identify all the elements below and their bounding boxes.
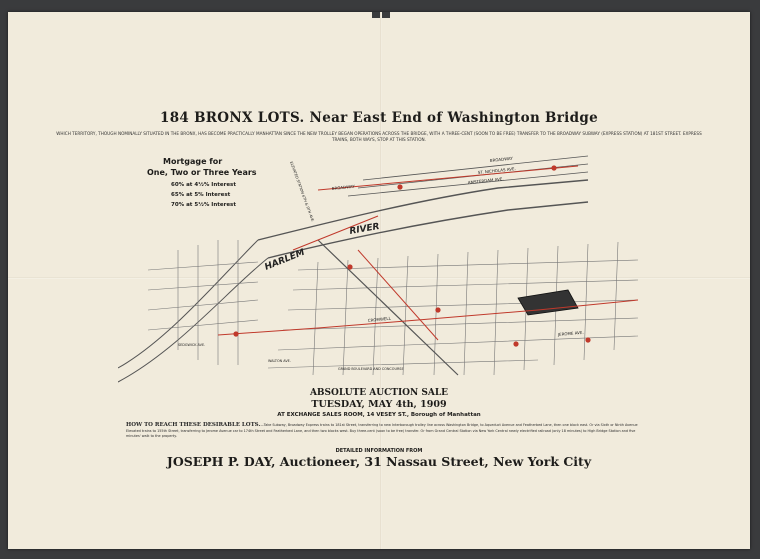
page-title: 184 BRONX LOTS. Near East End of Washington Bridge (160, 110, 598, 126)
street-label-broadway-2: BROADWAY (331, 183, 356, 191)
street-label-cromwell: CROMWELL (367, 315, 392, 323)
street-label-jerome: JEROME AVE. (557, 329, 584, 337)
auction-date: TUESDAY, MAY 4th, 1909 (311, 399, 447, 410)
street-label-sedgwick: SEDGWICK AVE. (178, 343, 206, 347)
creek (118, 258, 268, 382)
street-label-broadway: BROADWAY (489, 155, 514, 163)
subtitle: WHICH TERRITORY, THOUGH NOMINALLY SITUATED IN THE BRONX, HAS BECOME PRACTICALLY MANHATTAN SINCE THE NEW TROLLEY BEGAN OPERATIONS ACROSS THE BRIDGE, WITH A THREE-CENT (SOON TO BE FREE) TRANSFER TO THE BROADWAY SUBWAY (EXPRESS STATION) AT 181ST STREET. EXPRESS TRAINS, BOTH WAYS, STOP AT THIS STATION. (56, 131, 702, 142)
station-marker (347, 264, 352, 269)
river-bank-south (268, 202, 588, 258)
mortgage-heading-line2: One, Two or Three Years (147, 168, 257, 177)
station-marker (513, 341, 518, 346)
bronx-lots-map (118, 150, 658, 386)
station-marker (435, 307, 440, 312)
auction-headline: ABSOLUTE AUCTION SALE (309, 388, 449, 398)
mortgage-rate-1: 60% at 4½% Interest (171, 182, 236, 188)
red-route-diagonal (358, 250, 438, 340)
auctioneer-line: JOSEPH P. DAY, Auctioneer, 31 Nassau Street, New York City (166, 454, 592, 469)
street-label-st-nicholas: ST. NICHOLAS AVE. (477, 166, 516, 175)
directions-heading: HOW TO REACH THESE DESIRABLE LOTS. (126, 422, 261, 428)
station-label-elevated: ELEVATED STATION 6TH & 9TH AVE. (289, 160, 315, 223)
map-sheet (8, 12, 750, 549)
station-marker (585, 337, 590, 342)
mortgage-heading-line1: Mortgage for (163, 157, 223, 166)
street-label-amsterdam: AMSTERDAM AVE. (467, 176, 504, 185)
mortgage-rate-2: 65% at 5% Interest (171, 192, 231, 198)
directions-body: —Take Subway, Broadway Express trains to 181st Street, transferring to new Interborough trolley line across Washington Bridge, to Aqueduct Avenue and Featherbed Lane, then one block east. Or via Sixth or Ninth Avenue Elevated trains to 155th Street, transferring to Jerome Avenue car to 174th Street and Featherbed Lane, and then two blocks west. Buy three-cent (soon to be free) transfer. Or from Grand Central Station via New York Central newly electrified railroad (only 18 minutes) to High Bridge Station and five minutes' walk to the property. (126, 423, 638, 439)
railroad-line (318, 240, 458, 375)
street-label-walton: WALTON AVE. (268, 359, 291, 363)
directions-paragraph (126, 423, 646, 440)
mortgage-rate-3: 70% at 5½% Interest (171, 202, 236, 208)
auction-location: AT EXCHANGE SALES ROOM, 14 VESEY ST., Borough of Manhattan (277, 412, 481, 418)
station-marker (397, 184, 402, 189)
river-label-harlem: HARLEM (263, 247, 307, 273)
street-label-concourse: GRAND BOULEVARD AND CONCOURSE (338, 367, 404, 371)
details-line: DETAILED INFORMATION FROM (335, 448, 423, 454)
river-label-river: RIVER (348, 221, 381, 237)
station-marker (551, 165, 556, 170)
station-marker (233, 331, 238, 336)
